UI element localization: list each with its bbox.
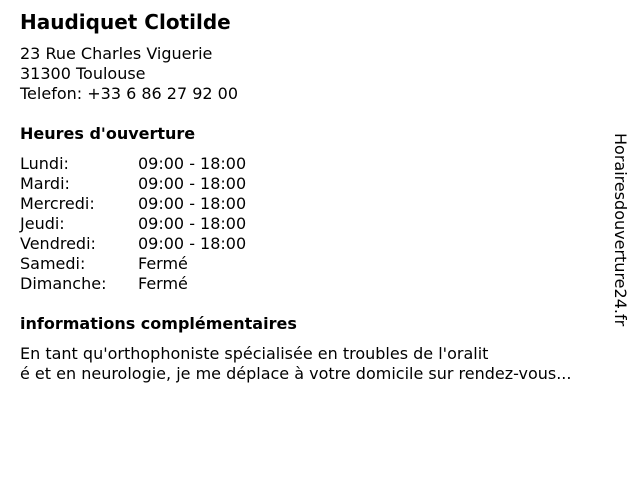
hours-row-wednesday bbox=[20, 194, 246, 214]
day-label: Mercredi: bbox=[20, 194, 95, 213]
hours-row-monday bbox=[20, 154, 246, 174]
additional-info-text bbox=[20, 344, 630, 384]
site-watermark: Horairesdouverture24.fr bbox=[611, 133, 630, 327]
street-address: 23 Rue Charles Viguerie bbox=[20, 44, 213, 63]
day-hours: 09:00 - 18:00 bbox=[138, 154, 247, 173]
opening-hours-table bbox=[20, 154, 246, 294]
city-address: 31300 Toulouse bbox=[20, 64, 146, 83]
opening-hours-heading: Heures d'ouverture bbox=[20, 124, 196, 143]
day-label: Dimanche: bbox=[20, 274, 107, 293]
day-hours: 09:00 - 18:00 bbox=[138, 194, 247, 213]
day-label: Vendredi: bbox=[20, 234, 96, 253]
day-label: Mardi: bbox=[20, 174, 70, 193]
hours-row-thursday bbox=[20, 214, 246, 234]
hours-row-tuesday bbox=[20, 174, 246, 194]
hours-row-saturday bbox=[20, 254, 246, 274]
business-name: Haudiquet Clotilde bbox=[20, 10, 231, 34]
day-label: Jeudi: bbox=[20, 214, 65, 233]
day-label: Samedi: bbox=[20, 254, 86, 273]
day-hours: 09:00 - 18:00 bbox=[138, 214, 247, 233]
day-hours: 09:00 - 18:00 bbox=[138, 174, 247, 193]
phone-number: Telefon: +33 6 86 27 92 00 bbox=[20, 84, 239, 103]
hours-row-friday bbox=[20, 234, 246, 254]
day-hours: 09:00 - 18:00 bbox=[138, 234, 247, 253]
day-label: Lundi: bbox=[20, 154, 69, 173]
day-hours: Fermé bbox=[138, 254, 188, 273]
hours-row-sunday bbox=[20, 274, 246, 294]
additional-info-heading: informations complémentaires bbox=[20, 314, 297, 333]
info-line: En tant qu'orthophoniste spécialisée en troubles de l'oralit bbox=[20, 344, 489, 363]
business-address bbox=[20, 44, 238, 104]
day-hours: Fermé bbox=[138, 274, 188, 293]
info-line: é et en neurologie, je me déplace à votre domicile sur rendez-vous... bbox=[20, 364, 572, 383]
